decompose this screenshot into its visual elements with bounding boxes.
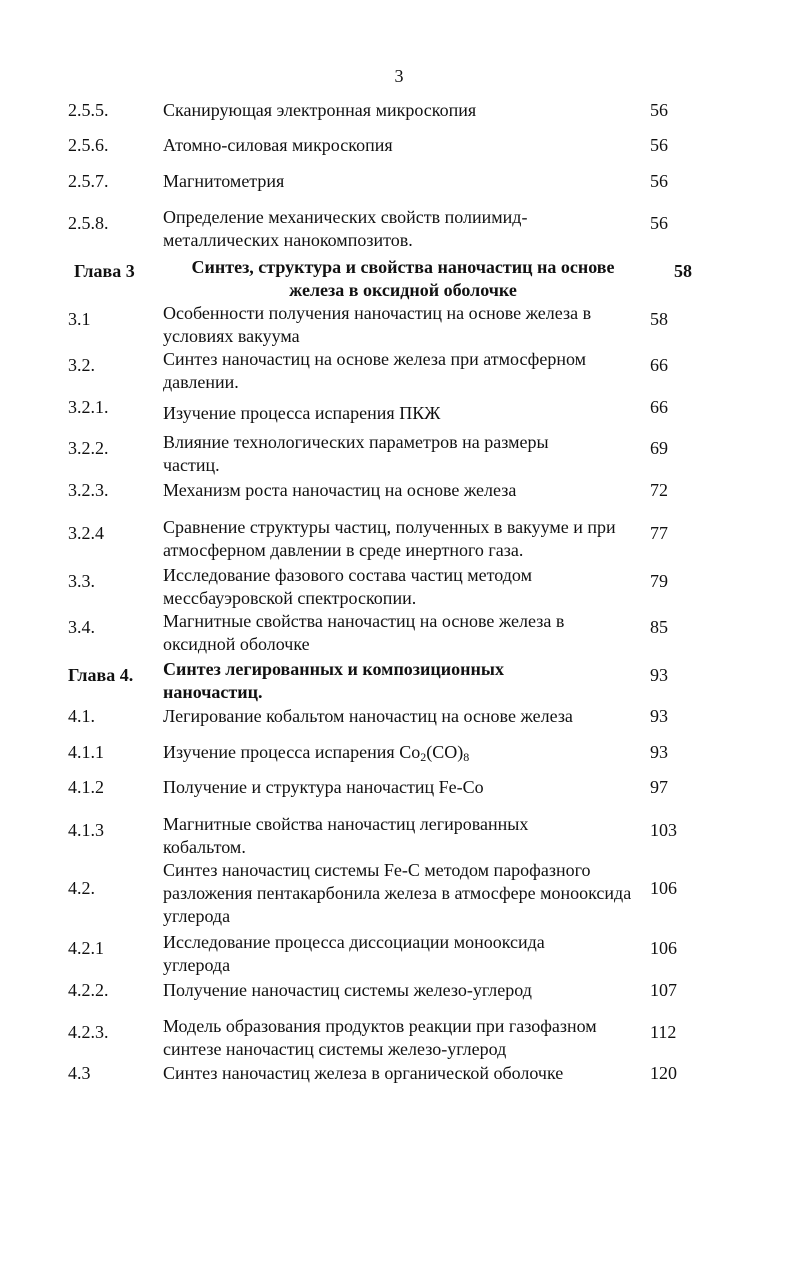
entry-page: 66 xyxy=(650,355,668,375)
entry-number: 3.2. xyxy=(68,355,95,375)
entry-page: 107 xyxy=(650,980,677,1000)
entry-number: 3.2.3. xyxy=(68,480,109,500)
entry-number: 3.2.4 xyxy=(68,523,104,543)
entry-page: 56 xyxy=(650,213,668,233)
entry-number: 2.5.7. xyxy=(68,171,109,191)
entry-number: 4.2.1 xyxy=(68,938,104,958)
entry-page: 106 xyxy=(650,878,677,898)
entry-page: 58 xyxy=(650,309,668,329)
entry-title: Особенности получения наночастиц на основе железа в условиях вакуума xyxy=(163,303,592,346)
entry-title: Легирование кобальтом наночастиц на основе железа xyxy=(163,706,573,726)
chapter-title: Синтез, структура и свойства наночастиц на основе железа в оксидной оболочке xyxy=(191,257,615,300)
chapter-number: Глава 3 xyxy=(74,261,135,281)
entry-page: 85 xyxy=(650,617,668,637)
entry-number: 4.1. xyxy=(68,706,95,726)
entry-title: Магнитные свойства наночастиц легированных кобальтом. xyxy=(163,814,529,857)
entry-page: 56 xyxy=(650,171,668,191)
entry-title: Сканирующая электронная микроскопия xyxy=(163,100,477,120)
entry-title: Модель образования продуктов реакции при газофазном синтезе наночастиц системы железо-углерод xyxy=(163,1016,597,1059)
entry-title: Влияние технологических параметров на размеры частиц. xyxy=(163,432,549,475)
entry-number: 4.1.2 xyxy=(68,777,104,797)
entry-title: Определение механических свойств полиимид-металлических нанокомпозитов. xyxy=(163,207,528,250)
entry-page: 77 xyxy=(650,523,668,543)
entry-title: Получение и структура наночастиц Fe-Co xyxy=(163,777,484,797)
entry-number: 4.2. xyxy=(68,878,95,898)
entry-number: 2.5.8. xyxy=(68,213,109,233)
entry-page: 103 xyxy=(650,820,677,840)
entry-number: 4.1.1 xyxy=(68,742,104,762)
entry-page: 56 xyxy=(650,135,668,155)
chapter-number: Глава 4. xyxy=(68,665,134,685)
entry-title: Синтез наночастиц на основе железа при атмосферном давлении. xyxy=(163,349,586,392)
entry-page: 93 xyxy=(650,742,668,762)
entry-page: 120 xyxy=(650,1063,677,1083)
entry-number: 2.5.5. xyxy=(68,100,109,120)
entry-number: 4.2.2. xyxy=(68,980,109,1000)
entry-title: Атомно-силовая микроскопия xyxy=(163,135,393,155)
entry-page: 72 xyxy=(650,480,668,500)
entry-title: Исследование фазового состава частиц методом мессбауэровской спектроскопии. xyxy=(163,565,532,608)
entry-number: 3.2.2. xyxy=(68,438,109,458)
entry-page: 69 xyxy=(650,438,668,458)
chapter-page: 93 xyxy=(650,665,668,685)
chapter-title: Синтез легированных и композиционных наночастиц. xyxy=(163,659,504,702)
entry-number: 3.3. xyxy=(68,571,95,591)
chapter-page: 58 xyxy=(674,261,692,281)
entry-page: 106 xyxy=(650,938,677,958)
entry-number: 4.2.3. xyxy=(68,1022,109,1042)
entry-page: 112 xyxy=(650,1022,677,1042)
entry-title: Изучение процесса испарения ПКЖ xyxy=(163,403,441,423)
entry-number: 3.2.1. xyxy=(68,397,109,417)
entry-number: 3.1 xyxy=(68,309,91,329)
entry-title: Синтез наночастиц железа в органической оболочке xyxy=(163,1063,564,1083)
entry-number: 4.3 xyxy=(68,1063,91,1083)
entry-page: 56 xyxy=(650,100,668,120)
entry-title: Изучение процесса испарения $Co_2(CO)_8$ xyxy=(163,742,470,764)
entry-title: Магнитометрия xyxy=(163,171,285,191)
entry-page: 66 xyxy=(650,397,668,417)
entry-title: Получение наночастиц системы железо-углерод xyxy=(163,980,532,1000)
entry-number: 3.4. xyxy=(68,617,95,637)
entry-page: 97 xyxy=(650,777,668,797)
entry-page: 79 xyxy=(650,571,668,591)
entry-number: 4.1.3 xyxy=(68,820,104,840)
entry-title: Механизм роста наночастиц на основе железа xyxy=(163,480,517,500)
entry-title: Синтез наночастиц системы Fe-C методом парофазного разложения пентакарбонила железа в атмосфере монооксида углерода xyxy=(163,860,632,926)
entry-title: Исследование процесса диссоциации монооксида углерода xyxy=(163,932,545,975)
entry-title: Сравнение структуры частиц, полученных в вакууме и при атмосферном давлении в среде инертного газа. xyxy=(163,517,616,560)
entry-title: Магнитные свойства наночастиц на основе железа в оксидной оболочке xyxy=(163,611,565,654)
entry-page: 93 xyxy=(650,706,668,726)
entry-number: 2.5.6. xyxy=(68,135,109,155)
page-number: 3 xyxy=(394,66,404,86)
